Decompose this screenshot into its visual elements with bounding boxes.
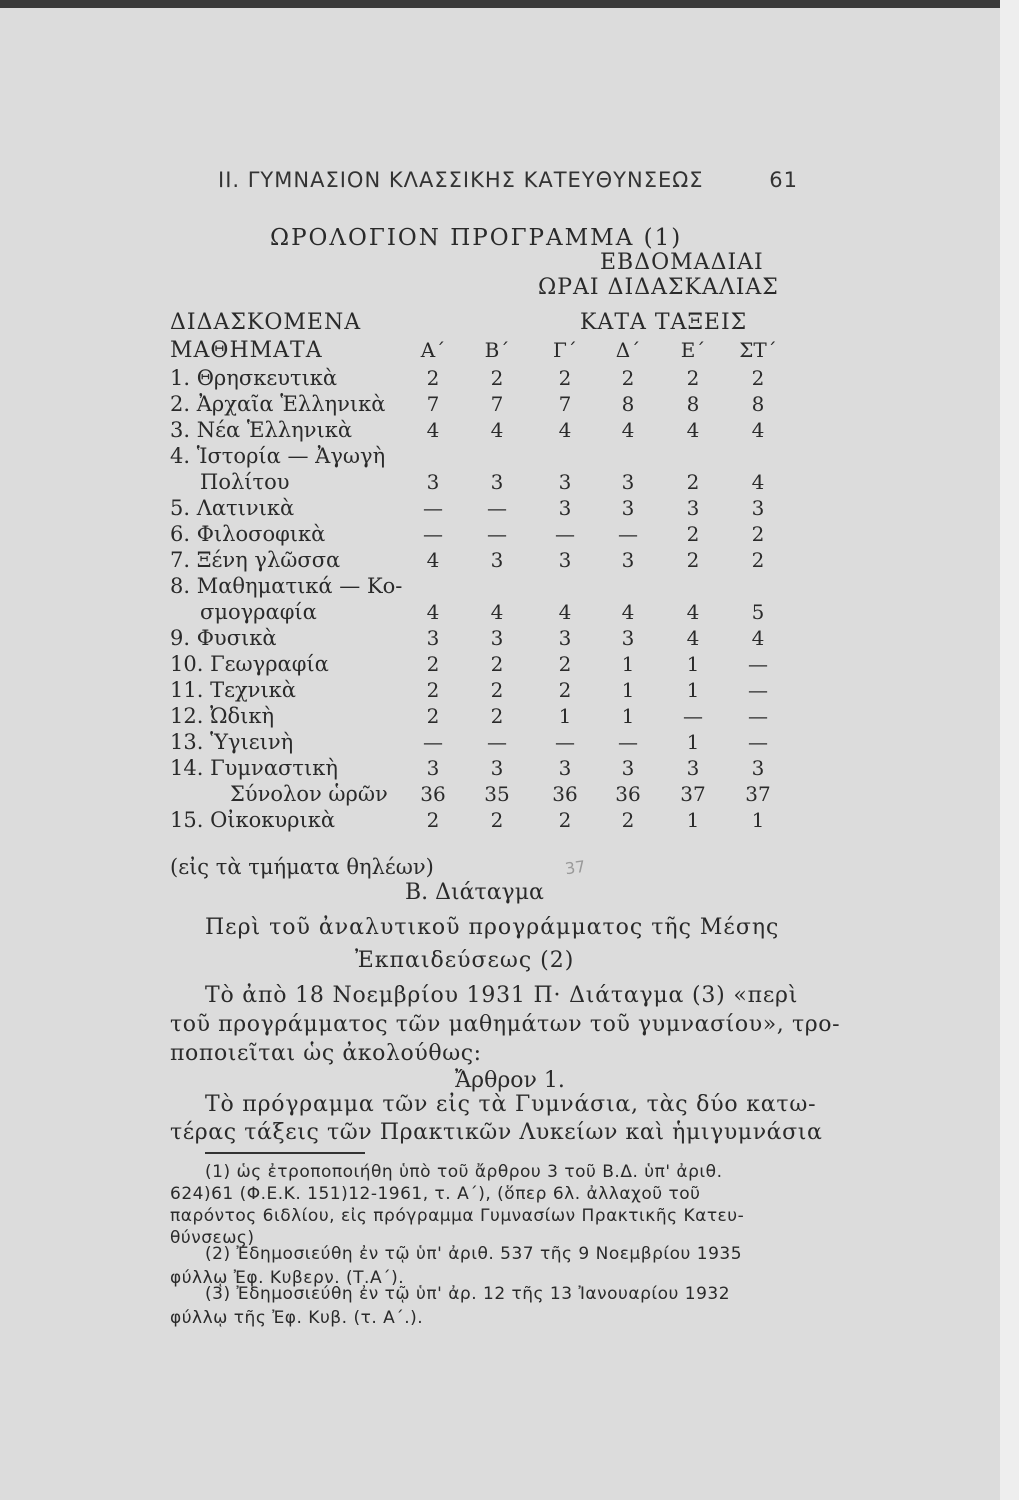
hours-cell: —: [618, 730, 638, 754]
hours-cell: 37: [680, 782, 706, 806]
subject-label: 6. Φιλοσοφικὰ: [170, 522, 326, 546]
hours-cell: —: [423, 522, 443, 546]
hours-cell: —: [748, 652, 768, 676]
hours-cell: 3: [686, 496, 700, 520]
paragraph-line: Τὸ πρόγραμμα τῶν εἰς τὰ Γυμνάσια, τὰς δύο κατω-: [205, 1092, 817, 1117]
hours-cell: 3: [621, 470, 635, 494]
subject-label: 5. Λατινικὰ: [170, 496, 295, 520]
hours-cell: 4: [686, 600, 700, 624]
footnote-line: (3) Ἐδημοσιεύθη ἐν τῷ ὑπ' ἀρ. 12 τῆς 13 Ἰανουαρίου 1932: [205, 1284, 731, 1304]
hours-cell: 4: [751, 418, 765, 442]
hours-cell: 3: [621, 496, 635, 520]
subject-label: Σύνολον ὡρῶν: [230, 782, 388, 806]
hours-cell: 4: [751, 626, 765, 650]
page-number: 61: [769, 168, 798, 192]
hours-cell: —: [555, 522, 575, 546]
subject-label: 15. Οἰκοκυρικὰ: [170, 808, 336, 832]
hours-cell: 3: [558, 548, 572, 572]
footnote-line: (2) Ἐδημοσιεύθη ἐν τῷ ὑπ' ἀριθ. 537 τῆς 9 Νοεμβρίου 1935: [205, 1244, 743, 1264]
hours-cell: 1: [686, 652, 700, 676]
running-header: [218, 168, 798, 192]
hours-cell: 2: [686, 548, 700, 572]
hours-cell: 4: [558, 600, 572, 624]
hours-cell: 2: [558, 808, 572, 832]
hours-cell: —: [487, 730, 507, 754]
hours-cell: 2: [426, 808, 440, 832]
hours-cell: 3: [621, 756, 635, 780]
weekly-header: ΕΒΔΟΜΑΔΙΑΙ: [600, 250, 764, 275]
hours-cell: —: [487, 496, 507, 520]
hours-cell: 1: [558, 704, 572, 728]
table-title: ΩΡΟΛΟΓΙΟΝ ΠΡΟΓΡΑΜΜΑ (1): [270, 225, 683, 251]
hours-cell: 1: [751, 808, 765, 832]
hours-cell: 8: [621, 392, 635, 416]
grade-header: Β΄: [484, 338, 510, 362]
subject-label: 12. Ὠδικὴ: [170, 704, 275, 728]
hours-cell: 2: [490, 366, 504, 390]
hours-cell: —: [487, 522, 507, 546]
hours-cell: 2: [686, 366, 700, 390]
hours-cell: 3: [426, 756, 440, 780]
hours-cell: 1: [686, 730, 700, 754]
grade-header: Γ΄: [553, 338, 577, 362]
subjects-header: ΔΙΔΑΣΚΟΜΕΝΑ: [170, 310, 362, 335]
margin-note: 37: [563, 856, 587, 879]
hours-cell: 2: [621, 366, 635, 390]
subject-label: 8. Μαθηματικά — Κο-: [170, 574, 403, 598]
hours-cell: 2: [558, 652, 572, 676]
grade-header: Ε΄: [680, 338, 706, 362]
hours-cell: 1: [686, 808, 700, 832]
subject-label: 9. Φυσικὰ: [170, 626, 277, 650]
hours-cell: 2: [558, 366, 572, 390]
hours-cell: 2: [686, 470, 700, 494]
subject-label: 3. Νέα Ἑλληνικὰ: [170, 418, 352, 442]
paragraph-line: τοῦ προγράμματος τῶν μαθημάτων τοῦ γυμνασίου», τρο-: [170, 1012, 841, 1037]
hours-cell: 8: [751, 392, 765, 416]
subject-label: 11. Τεχνικὰ: [170, 678, 296, 702]
hours-cell: 4: [686, 418, 700, 442]
footnote-rule: [205, 1152, 365, 1154]
hours-cell: —: [683, 704, 703, 728]
hours-cell: 3: [558, 756, 572, 780]
hours-cell: —: [618, 522, 638, 546]
hours-cell: 2: [686, 522, 700, 546]
hours-cell: 2: [751, 366, 765, 390]
hours-cell: 35: [484, 782, 510, 806]
section-subtitle-1: Περὶ τοῦ ἀναλυτικοῦ προγράμματος τῆς Μέσης: [205, 915, 780, 940]
hours-cell: 4: [426, 548, 440, 572]
section-heading: Β. Διάταγμα: [405, 880, 544, 905]
hours-cell: —: [748, 730, 768, 754]
subject-label: σμογραφία: [200, 600, 317, 624]
grade-header: Α΄: [420, 338, 446, 362]
hours-cell: 3: [490, 756, 504, 780]
lessons-header: ΜΑΘΗΜΑΤΑ: [170, 338, 323, 363]
hours-cell: 7: [426, 392, 440, 416]
hours-cell: 3: [621, 548, 635, 572]
hours-cell: 3: [686, 756, 700, 780]
footnote-line: φύλλῳ Ἐφ. Κυβερν. (Τ.Α΄).: [170, 1268, 405, 1288]
hours-cell: 36: [552, 782, 578, 806]
hours-cell: 4: [621, 418, 635, 442]
hours-cell: 3: [426, 626, 440, 650]
hours-cell: 2: [426, 366, 440, 390]
paragraph-line: τέρας τάξεις τῶν Πρακτικῶν Λυκείων καὶ ἡμιγυμνάσια: [170, 1120, 823, 1145]
hours-cell: 1: [686, 678, 700, 702]
hours-cell: 4: [621, 600, 635, 624]
hours-cell: 3: [490, 626, 504, 650]
hours-cell: 7: [490, 392, 504, 416]
hours-cell: 3: [621, 626, 635, 650]
section-subtitle-2: Ἐκπαιδεύσεως (2): [355, 948, 575, 973]
hours-cell: 2: [426, 704, 440, 728]
subject-label: 7. Ξένη γλῶσσα: [170, 548, 341, 572]
hours-cell: 2: [426, 678, 440, 702]
hours-cell: 2: [621, 808, 635, 832]
scan-top-edge: [0, 0, 1000, 8]
hours-cell: 2: [490, 808, 504, 832]
by-grade-header: ΚΑΤΑ ΤΑΞΕΙΣ: [580, 310, 748, 335]
girls-note: (εἰς τὰ τμήματα θηλέων): [170, 855, 434, 879]
grade-header: ΣΤ΄: [739, 338, 777, 362]
subject-label: 2. Ἀρχαῖα Ἑλληνικὰ: [170, 392, 386, 416]
footnote-line: θύνσεως): [170, 1228, 255, 1248]
footnote-line: παρόντος 6ιδλίου, εἰς πρόγραμμα Γυμνασίων Πρακτικῆς Κατευ-: [170, 1206, 745, 1226]
hours-cell: 3: [751, 496, 765, 520]
hours-cell: 3: [426, 470, 440, 494]
hours-cell: 3: [490, 548, 504, 572]
hours-cell: 4: [490, 600, 504, 624]
hours-cell: 3: [751, 756, 765, 780]
hours-cell: 4: [686, 626, 700, 650]
hours-cell: 7: [558, 392, 572, 416]
hours-cell: 4: [426, 600, 440, 624]
hours-cell: 2: [558, 678, 572, 702]
hours-cell: 3: [558, 470, 572, 494]
hours-cell: —: [423, 730, 443, 754]
hours-cell: 3: [490, 470, 504, 494]
hours-cell: 2: [751, 522, 765, 546]
hours-cell: 1: [621, 678, 635, 702]
hours-cell: —: [748, 704, 768, 728]
hours-cell: 2: [751, 548, 765, 572]
subject-label: Πολίτου: [200, 470, 290, 494]
paragraph-line: ποποιεῖται ὡς ἀκολούθως:: [170, 1041, 482, 1066]
hours-cell: 3: [558, 626, 572, 650]
subject-label: 4. Ἱστορία — Ἀγωγὴ: [170, 444, 386, 468]
grade-header: Δ΄: [615, 338, 641, 362]
hours-cell: 2: [490, 704, 504, 728]
hours-cell: —: [423, 496, 443, 520]
footnote-line: (1) ὡς ἐτροποποιήθη ὑπὸ τοῦ ἄρθρου 3 τοῦ Β.Δ. ὑπ' ἀριθ.: [205, 1162, 723, 1182]
hours-cell: —: [555, 730, 575, 754]
hours-cell: —: [748, 678, 768, 702]
subject-label: 14. Γυμναστικὴ: [170, 756, 338, 780]
hours-cell: 3: [558, 496, 572, 520]
hours-cell: 1: [621, 652, 635, 676]
hours-cell: 4: [426, 418, 440, 442]
article-heading: Ἄρθρον 1.: [455, 1068, 565, 1093]
hours-cell: 5: [751, 600, 765, 624]
subject-label: 1. Θρησκευτικὰ: [170, 366, 338, 390]
hours-cell: 36: [420, 782, 446, 806]
hours-cell: 2: [426, 652, 440, 676]
hours-cell: 37: [745, 782, 771, 806]
page-edge: [1000, 0, 1019, 1500]
hours-cell: 36: [615, 782, 641, 806]
paragraph-line: Τὸ ἀπὸ 18 Νοεμβρίου 1931 Π· Διάταγμα (3) «περὶ: [205, 983, 799, 1008]
hours-cell: 8: [686, 392, 700, 416]
running-title: ΙΙ. ΓΥΜΝΑΣΙΟΝ ΚΛΑΣΣΙΚΗΣ ΚΑΤΕΥΘΥΝΣΕΩΣ: [218, 168, 704, 192]
subject-label: 10. Γεωγραφία: [170, 652, 329, 676]
subject-label: 13. Ὑγιεινὴ: [170, 730, 294, 754]
footnote-line: φύλλῳ τῆς Ἐφ. Κυβ. (τ. Α΄.).: [170, 1308, 424, 1328]
footnote-line: 624)61 (Φ.Ε.Κ. 151)12-1961, τ. Α΄), (ὅπερ 6λ. ἀλλαχοῦ τοῦ: [170, 1184, 701, 1204]
hours-cell: 2: [490, 652, 504, 676]
hours-cell: 4: [751, 470, 765, 494]
hours-header: ΩΡΑΙ ΔΙΔΑΣΚΑΛΙΑΣ: [538, 275, 779, 300]
hours-cell: 4: [558, 418, 572, 442]
hours-cell: 4: [490, 418, 504, 442]
hours-cell: 2: [490, 678, 504, 702]
hours-cell: 1: [621, 704, 635, 728]
